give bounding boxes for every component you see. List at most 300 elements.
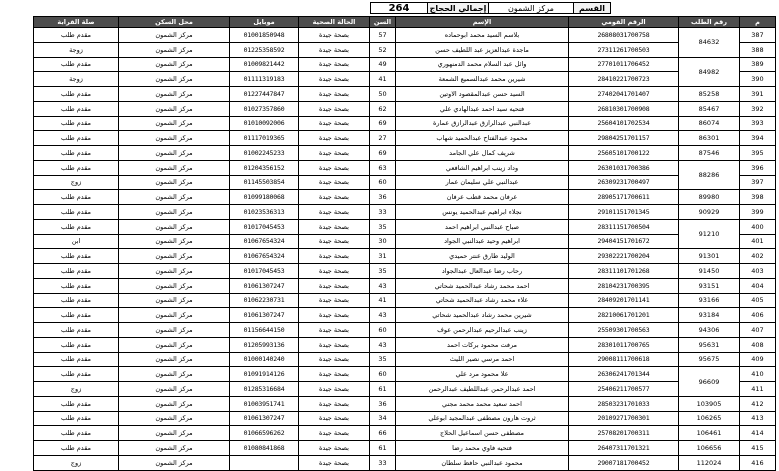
mobile-number: 01145503854 (230, 175, 299, 190)
table-row (34, 441, 776, 456)
pilgrim-name: شريف كمال علي الجامد (396, 146, 569, 161)
pilgrim-name: بلاسم السيد محمد ابوحماده (396, 28, 569, 43)
col-header-residence: محل السكن (119, 17, 230, 28)
residence: مركز الشمون (119, 72, 230, 87)
row-number: 387 (740, 28, 776, 43)
row-number: 402 (740, 249, 776, 264)
national-id: 29008111700618 (569, 352, 679, 367)
residence: مركز الشمون (119, 308, 230, 323)
pilgrim-name: ماجدة عبدالعزيز عبد اللطيف حسن (396, 42, 569, 57)
age: 41 (370, 72, 396, 87)
mobile-number: 01017045453 (230, 219, 299, 234)
relationship: مقدم طلب (34, 411, 119, 426)
health-status: بصحة جيدة (299, 352, 370, 367)
row-number: 392 (740, 101, 776, 116)
table-row (34, 175, 776, 190)
row-number: 410 (740, 367, 776, 382)
health-status: بصحة جيدة (299, 42, 370, 57)
residence: مركز الشمون (119, 441, 230, 456)
mobile-number: 01002245233 (230, 146, 299, 161)
national-id: 25605101700122 (569, 146, 679, 161)
mobile-number: 01010092006 (230, 116, 299, 131)
row-number: 393 (740, 116, 776, 131)
pilgrim-name: احمد محمد رشاد عبدالحميد شحاتي (396, 278, 569, 293)
age: 33 (370, 205, 396, 220)
request-number: 86301 (679, 131, 740, 146)
residence: مركز الشمون (119, 57, 230, 72)
row-number: 401 (740, 234, 776, 249)
health-status: بصحة جيدة (299, 131, 370, 146)
request-number: 91301 (679, 249, 740, 264)
health-status: بصحة جيدة (299, 323, 370, 338)
residence: مركز الشمون (119, 411, 230, 426)
table-row (34, 352, 776, 367)
relationship: مقدم طلب (34, 205, 119, 220)
national-id: 29101151701345 (569, 205, 679, 220)
table-row (34, 101, 776, 116)
national-id: 28210061701201 (569, 308, 679, 323)
residence: مركز الشمون (119, 146, 230, 161)
age: 41 (370, 293, 396, 308)
pilgrim-name: علا محمود مرد علي (396, 367, 569, 382)
pilgrim-name: الوليد طارق عنتر حميدي (396, 249, 569, 264)
residence: مركز الشمون (119, 455, 230, 470)
mobile-number: 01009821442 (230, 57, 299, 72)
age: 43 (370, 308, 396, 323)
table-row (34, 249, 776, 264)
table-row (34, 308, 776, 323)
relationship: زوج (34, 455, 119, 470)
relationship: مقدم طلب (34, 367, 119, 382)
row-number: 416 (740, 455, 776, 470)
mobile-number: 01017045453 (230, 264, 299, 279)
age: 63 (370, 160, 396, 175)
health-status: بصحة جيدة (299, 190, 370, 205)
national-id: 27311261700503 (569, 42, 679, 57)
pilgrim-name: فتحيه فاوي محمد رضا (396, 441, 569, 456)
mobile-number: 01023536313 (230, 205, 299, 220)
mobile-number: 01061307247 (230, 278, 299, 293)
table-row (34, 205, 776, 220)
age: 69 (370, 116, 396, 131)
table-row (34, 426, 776, 441)
table-row (34, 160, 776, 175)
mobile-number: 01080841868 (230, 441, 299, 456)
residence: مركز الشمون (119, 352, 230, 367)
age: 57 (370, 28, 396, 43)
request-number: 90929 (679, 205, 740, 220)
section-value: مركز الشمون (488, 2, 574, 14)
row-number: 406 (740, 308, 776, 323)
mobile-number: 01001850948 (230, 28, 299, 43)
residence: مركز الشمون (119, 101, 230, 116)
request-number: 95631 (679, 337, 740, 352)
row-number: 399 (740, 205, 776, 220)
mobile-number: 01061307247 (230, 308, 299, 323)
relationship: مقدم طلب (34, 101, 119, 116)
national-id: 27402041701407 (569, 87, 679, 102)
pilgrim-name: ابراهيم وحيد عبدالنبي الجواد (396, 234, 569, 249)
table-row (34, 455, 776, 470)
age: 34 (370, 411, 396, 426)
pilgrim-name: زينب عبدالرحيم عبدالرحمن عوف (396, 323, 569, 338)
table-row (34, 234, 776, 249)
age: 35 (370, 219, 396, 234)
relationship: زوج (34, 175, 119, 190)
request-number: 89980 (679, 190, 740, 205)
pilgrim-name: عبدالنبي علي سليمان عمار (396, 175, 569, 190)
national-id: 28503231701033 (569, 396, 679, 411)
row-number: 415 (740, 441, 776, 456)
pilgrim-name: وائل عبد السلام محمد الدمنهوري (396, 57, 569, 72)
row-number: 400 (740, 219, 776, 234)
residence: مركز الشمون (119, 293, 230, 308)
mobile-number: 01204356152 (230, 160, 299, 175)
residence: مركز الشمون (119, 367, 230, 382)
table-row (34, 116, 776, 131)
health-status: بصحة جيدة (299, 234, 370, 249)
national-id: 29302221700204 (569, 249, 679, 264)
mobile-number (230, 455, 299, 470)
pilgrim-name: عرفان محمد قطب عرفان (396, 190, 569, 205)
age: 60 (370, 175, 396, 190)
pilgrim-name: شيرين محمد رشاد عبدالحميد شحاتي (396, 308, 569, 323)
national-id: 28410221700723 (569, 72, 679, 87)
table-row (34, 28, 776, 43)
age: 61 (370, 382, 396, 397)
mobile-number: 01117019365 (230, 131, 299, 146)
health-status: بصحة جيدة (299, 308, 370, 323)
national-id: 28409201701141 (569, 293, 679, 308)
table-row (34, 190, 776, 205)
national-id: 25406211700577 (569, 382, 679, 397)
pilgrim-name: صباح عبدالنبي ابراهيم احمد (396, 219, 569, 234)
residence: مركز الشمون (119, 323, 230, 338)
row-number: 394 (740, 131, 776, 146)
row-number: 404 (740, 278, 776, 293)
mobile-number: 01099180068 (230, 190, 299, 205)
table-row (34, 382, 776, 397)
residence: مركز الشمون (119, 131, 230, 146)
request-number: 106656 (679, 441, 740, 456)
table-row (34, 293, 776, 308)
row-number: 408 (740, 337, 776, 352)
table-row (34, 323, 776, 338)
residence: مركز الشمون (119, 264, 230, 279)
pilgrim-name: محمود عبدالنبي حافظ سلطان (396, 455, 569, 470)
health-status: بصحة جيدة (299, 382, 370, 397)
col-header-request-no: رقم الطلب (679, 17, 740, 28)
health-status: بصحة جيدة (299, 396, 370, 411)
relationship: مقدم طلب (34, 28, 119, 43)
table-row (34, 396, 776, 411)
relationship: مقدم طلب (34, 278, 119, 293)
national-id: 20109271700301 (569, 411, 679, 426)
request-number: 84982 (679, 57, 740, 87)
request-number: 93166 (679, 293, 740, 308)
national-id: 26301031700386 (569, 160, 679, 175)
health-status: بصحة جيدة (299, 293, 370, 308)
request-number: 106461 (679, 426, 740, 441)
health-status: بصحة جيدة (299, 72, 370, 87)
request-number: 96609 (679, 367, 740, 397)
table-row (34, 367, 776, 382)
row-number: 388 (740, 42, 776, 57)
national-id: 26407311701321 (569, 441, 679, 456)
age: 69 (370, 146, 396, 161)
health-status: بصحة جيدة (299, 28, 370, 43)
residence: مركز الشمون (119, 337, 230, 352)
residence: مركز الشمون (119, 426, 230, 441)
national-id: 28311101701268 (569, 264, 679, 279)
row-number: 409 (740, 352, 776, 367)
relationship: مقدم طلب (34, 57, 119, 72)
request-number: 84632 (679, 28, 740, 58)
age: 36 (370, 396, 396, 411)
relationship: مقدم طلب (34, 352, 119, 367)
request-number: 103905 (679, 396, 740, 411)
relationship: مقدم طلب (34, 337, 119, 352)
age: 60 (370, 367, 396, 382)
age: 30 (370, 234, 396, 249)
national-id: 28301011700765 (569, 337, 679, 352)
request-number: 93184 (679, 308, 740, 323)
row-number: 414 (740, 426, 776, 441)
mobile-number: 01091914126 (230, 367, 299, 382)
health-status: بصحة جيدة (299, 116, 370, 131)
relationship: مقدم طلب (34, 116, 119, 131)
request-number: 91450 (679, 264, 740, 279)
health-status: بصحة جيدة (299, 219, 370, 234)
table-row (34, 146, 776, 161)
health-status: بصحة جيدة (299, 87, 370, 102)
age: 35 (370, 264, 396, 279)
relationship: مقدم طلب (34, 441, 119, 456)
national-id: 29804251701157 (569, 131, 679, 146)
request-number: 93151 (679, 278, 740, 293)
relationship: مقدم طلب (34, 426, 119, 441)
residence: مركز الشمون (119, 249, 230, 264)
table-row (34, 278, 776, 293)
pilgrim-name: عبدالنبي عبدالرازق عبدالرازق عمارة (396, 116, 569, 131)
national-id: 29404151701672 (569, 234, 679, 249)
request-number: 88286 (679, 160, 740, 190)
relationship: زوجة (34, 42, 119, 57)
health-status: بصحة جيدة (299, 160, 370, 175)
pilgrim-name: محمود عبدالفتاح عبدالحميد شهاب (396, 131, 569, 146)
residence: مركز الشمون (119, 278, 230, 293)
table-row (34, 87, 776, 102)
health-status: بصحة جيدة (299, 264, 370, 279)
table-row (34, 411, 776, 426)
total-pilgrims-label: إجمالي الحجاج (427, 2, 489, 14)
mobile-number: 01067654324 (230, 234, 299, 249)
pilgrim-name: احمد سعيد محمد محمد مجني (396, 396, 569, 411)
row-number: 411 (740, 382, 776, 397)
age: 49 (370, 57, 396, 72)
col-header-health: الحالة الصحية (299, 17, 370, 28)
pilgrim-name: فتحيه سيد احمد عبدالهادي علي (396, 101, 569, 116)
relationship: مقدم طلب (34, 160, 119, 175)
health-status: بصحة جيدة (299, 249, 370, 264)
residence: مركز الشمون (119, 87, 230, 102)
health-status: بصحة جيدة (299, 441, 370, 456)
pilgrim-name: رحاب رضا عبدالعال عبدالجواد (396, 264, 569, 279)
residence: مركز الشمون (119, 190, 230, 205)
residence: مركز الشمون (119, 175, 230, 190)
relationship: مقدم طلب (34, 131, 119, 146)
national-id: 25604101702534 (569, 116, 679, 131)
row-number: 397 (740, 175, 776, 190)
row-number: 403 (740, 264, 776, 279)
mobile-number: 01027357860 (230, 101, 299, 116)
health-status: بصحة جيدة (299, 146, 370, 161)
mobile-number: 01225358592 (230, 42, 299, 57)
pilgrim-name: نجلاء ابراهيم عبدالحميد يونس (396, 205, 569, 220)
age: 61 (370, 441, 396, 456)
age: 36 (370, 190, 396, 205)
health-status: بصحة جيدة (299, 175, 370, 190)
request-number: 112024 (679, 455, 740, 470)
residence: مركز الشمون (119, 234, 230, 249)
request-number: 106265 (679, 411, 740, 426)
col-header-mobile: موبايل (230, 17, 299, 28)
mobile-number: 01067654324 (230, 249, 299, 264)
national-id: 27701011706452 (569, 57, 679, 72)
row-number: 395 (740, 146, 776, 161)
health-status: بصحة جيدة (299, 205, 370, 220)
age: 43 (370, 278, 396, 293)
national-id: 25708201700311 (569, 426, 679, 441)
request-number: 91210 (679, 219, 740, 249)
table-header-row (34, 17, 776, 28)
row-number: 390 (740, 72, 776, 87)
pilgrim-name: السيد حسن عبدالمقصود الاوتين (396, 87, 569, 102)
summary-header (371, 2, 611, 14)
age: 60 (370, 323, 396, 338)
residence: مركز الشمون (119, 219, 230, 234)
age: 31 (370, 249, 396, 264)
row-number: 389 (740, 57, 776, 72)
residence: مركز الشمون (119, 28, 230, 43)
pilgrim-name: شيرين محمد عبدالسميع الشمعة (396, 72, 569, 87)
health-status: بصحة جيدة (299, 411, 370, 426)
total-pilgrims-value: 264 (370, 2, 428, 14)
age: 33 (370, 455, 396, 470)
row-number: 407 (740, 323, 776, 338)
row-number: 412 (740, 396, 776, 411)
relationship: مقدم طلب (34, 146, 119, 161)
col-header-relation: صلة القرابة (34, 17, 119, 28)
relationship: ابن (34, 234, 119, 249)
national-id: 25509301700563 (569, 323, 679, 338)
mobile-number: 01000140240 (230, 352, 299, 367)
relationship: مقدم طلب (34, 190, 119, 205)
mobile-number: 01061307247 (230, 411, 299, 426)
mobile-number: 01003951741 (230, 396, 299, 411)
national-id: 28905171700611 (569, 190, 679, 205)
residence: مركز الشمون (119, 160, 230, 175)
relationship: مقدم طلب (34, 264, 119, 279)
table-row (34, 219, 776, 234)
relationship: زوج (34, 382, 119, 397)
relationship: زوجة (34, 72, 119, 87)
table-body (34, 28, 776, 471)
pilgrim-name: احمد عبدالرحمن عبداللطيف عبدالرحمن (396, 382, 569, 397)
health-status: بصحة جيدة (299, 101, 370, 116)
row-number: 398 (740, 190, 776, 205)
row-number: 405 (740, 293, 776, 308)
health-status: بصحة جيدة (299, 337, 370, 352)
relationship: مقدم طلب (34, 219, 119, 234)
row-number: 391 (740, 87, 776, 102)
pilgrim-name: وداد زينب ابراهيم الشافعي (396, 160, 569, 175)
pilgrim-name: احمد مرسي نصير الليث (396, 352, 569, 367)
col-header-age: السن (370, 17, 396, 28)
national-id: 26810301700908 (569, 101, 679, 116)
table-row (34, 264, 776, 279)
table-row (34, 337, 776, 352)
relationship: مقدم طلب (34, 87, 119, 102)
age: 50 (370, 87, 396, 102)
age: 66 (370, 426, 396, 441)
section-label: القسم (573, 2, 611, 14)
mobile-number: 01156644150 (230, 323, 299, 338)
residence: مركز الشمون (119, 42, 230, 57)
national-id: 26309231700497 (569, 175, 679, 190)
mobile-number: 01066596262 (230, 426, 299, 441)
health-status: بصحة جيدة (299, 455, 370, 470)
request-number: 95675 (679, 352, 740, 367)
request-number: 86074 (679, 116, 740, 131)
pilgrim-name: علاء محمد رشاد عبدالحميد شحاتي (396, 293, 569, 308)
health-status: بصحة جيدة (299, 57, 370, 72)
residence: مركز الشمون (119, 205, 230, 220)
mobile-number: 01227447847 (230, 87, 299, 102)
mobile-number: 01285316684 (230, 382, 299, 397)
national-id: 28104231700395 (569, 278, 679, 293)
relationship: مقدم طلب (34, 249, 119, 264)
row-number: 413 (740, 411, 776, 426)
age: 62 (370, 101, 396, 116)
table-row (34, 131, 776, 146)
col-header-national-id: الرقم القومي (569, 17, 679, 28)
relationship: مقدم طلب (34, 293, 119, 308)
age: 43 (370, 337, 396, 352)
national-id: 26808031700758 (569, 28, 679, 43)
relationship: مقدم طلب (34, 323, 119, 338)
request-number: 85467 (679, 101, 740, 116)
health-status: بصحة جيدة (299, 278, 370, 293)
relationship: مقدم طلب (34, 396, 119, 411)
residence: مركز الشمون (119, 116, 230, 131)
health-status: بصحة جيدة (299, 367, 370, 382)
table-row (34, 72, 776, 87)
col-header-name: الإسم (396, 17, 569, 28)
national-id: 26306241701344 (569, 367, 679, 382)
national-id: 29007181700452 (569, 455, 679, 470)
age: 52 (370, 42, 396, 57)
health-status: بصحة جيدة (299, 426, 370, 441)
residence: مركز الشمون (119, 382, 230, 397)
age: 35 (370, 352, 396, 367)
pilgrims-table (33, 16, 776, 471)
pilgrim-name: مرفت محمود بركات احمد (396, 337, 569, 352)
mobile-number: 01062230731 (230, 293, 299, 308)
request-number: 87546 (679, 146, 740, 161)
national-id: 28311151700504 (569, 219, 679, 234)
table-row (34, 42, 776, 57)
